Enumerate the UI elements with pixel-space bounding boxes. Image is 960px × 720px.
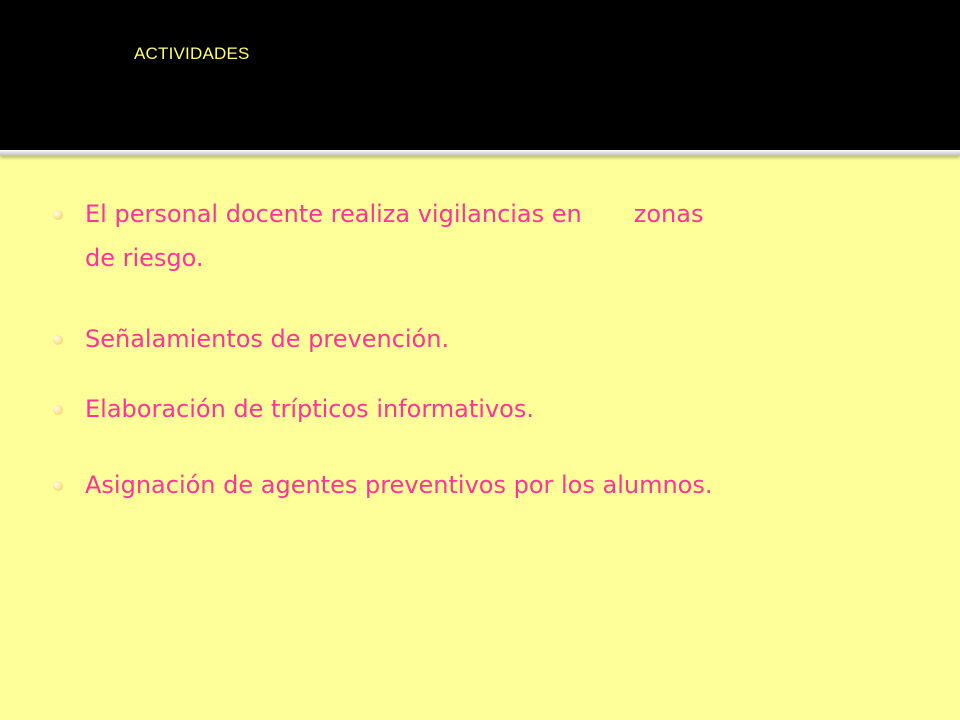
- bullet-text-continuation: de riesgo.: [85, 244, 204, 272]
- bullet-dot-icon: [53, 405, 63, 415]
- bullet-text: [85, 196, 703, 233]
- bullet-text: Asignación de agentes preventivos por los alumnos.: [85, 471, 713, 499]
- bullet-dot-icon: [53, 481, 63, 491]
- bullet-text: Señalamientos de prevención.: [85, 325, 450, 353]
- bullet-dot-icon: [53, 335, 63, 345]
- bullet-text-part: zonas: [633, 200, 704, 228]
- bullet-text: Elaboración de trípticos informativos.: [85, 395, 534, 423]
- bullet-dot-icon: [53, 210, 63, 220]
- bullet-text-part: El personal docente realiza vigilancias en: [85, 200, 582, 228]
- slide-title: ACTIVIDADES: [134, 44, 250, 63]
